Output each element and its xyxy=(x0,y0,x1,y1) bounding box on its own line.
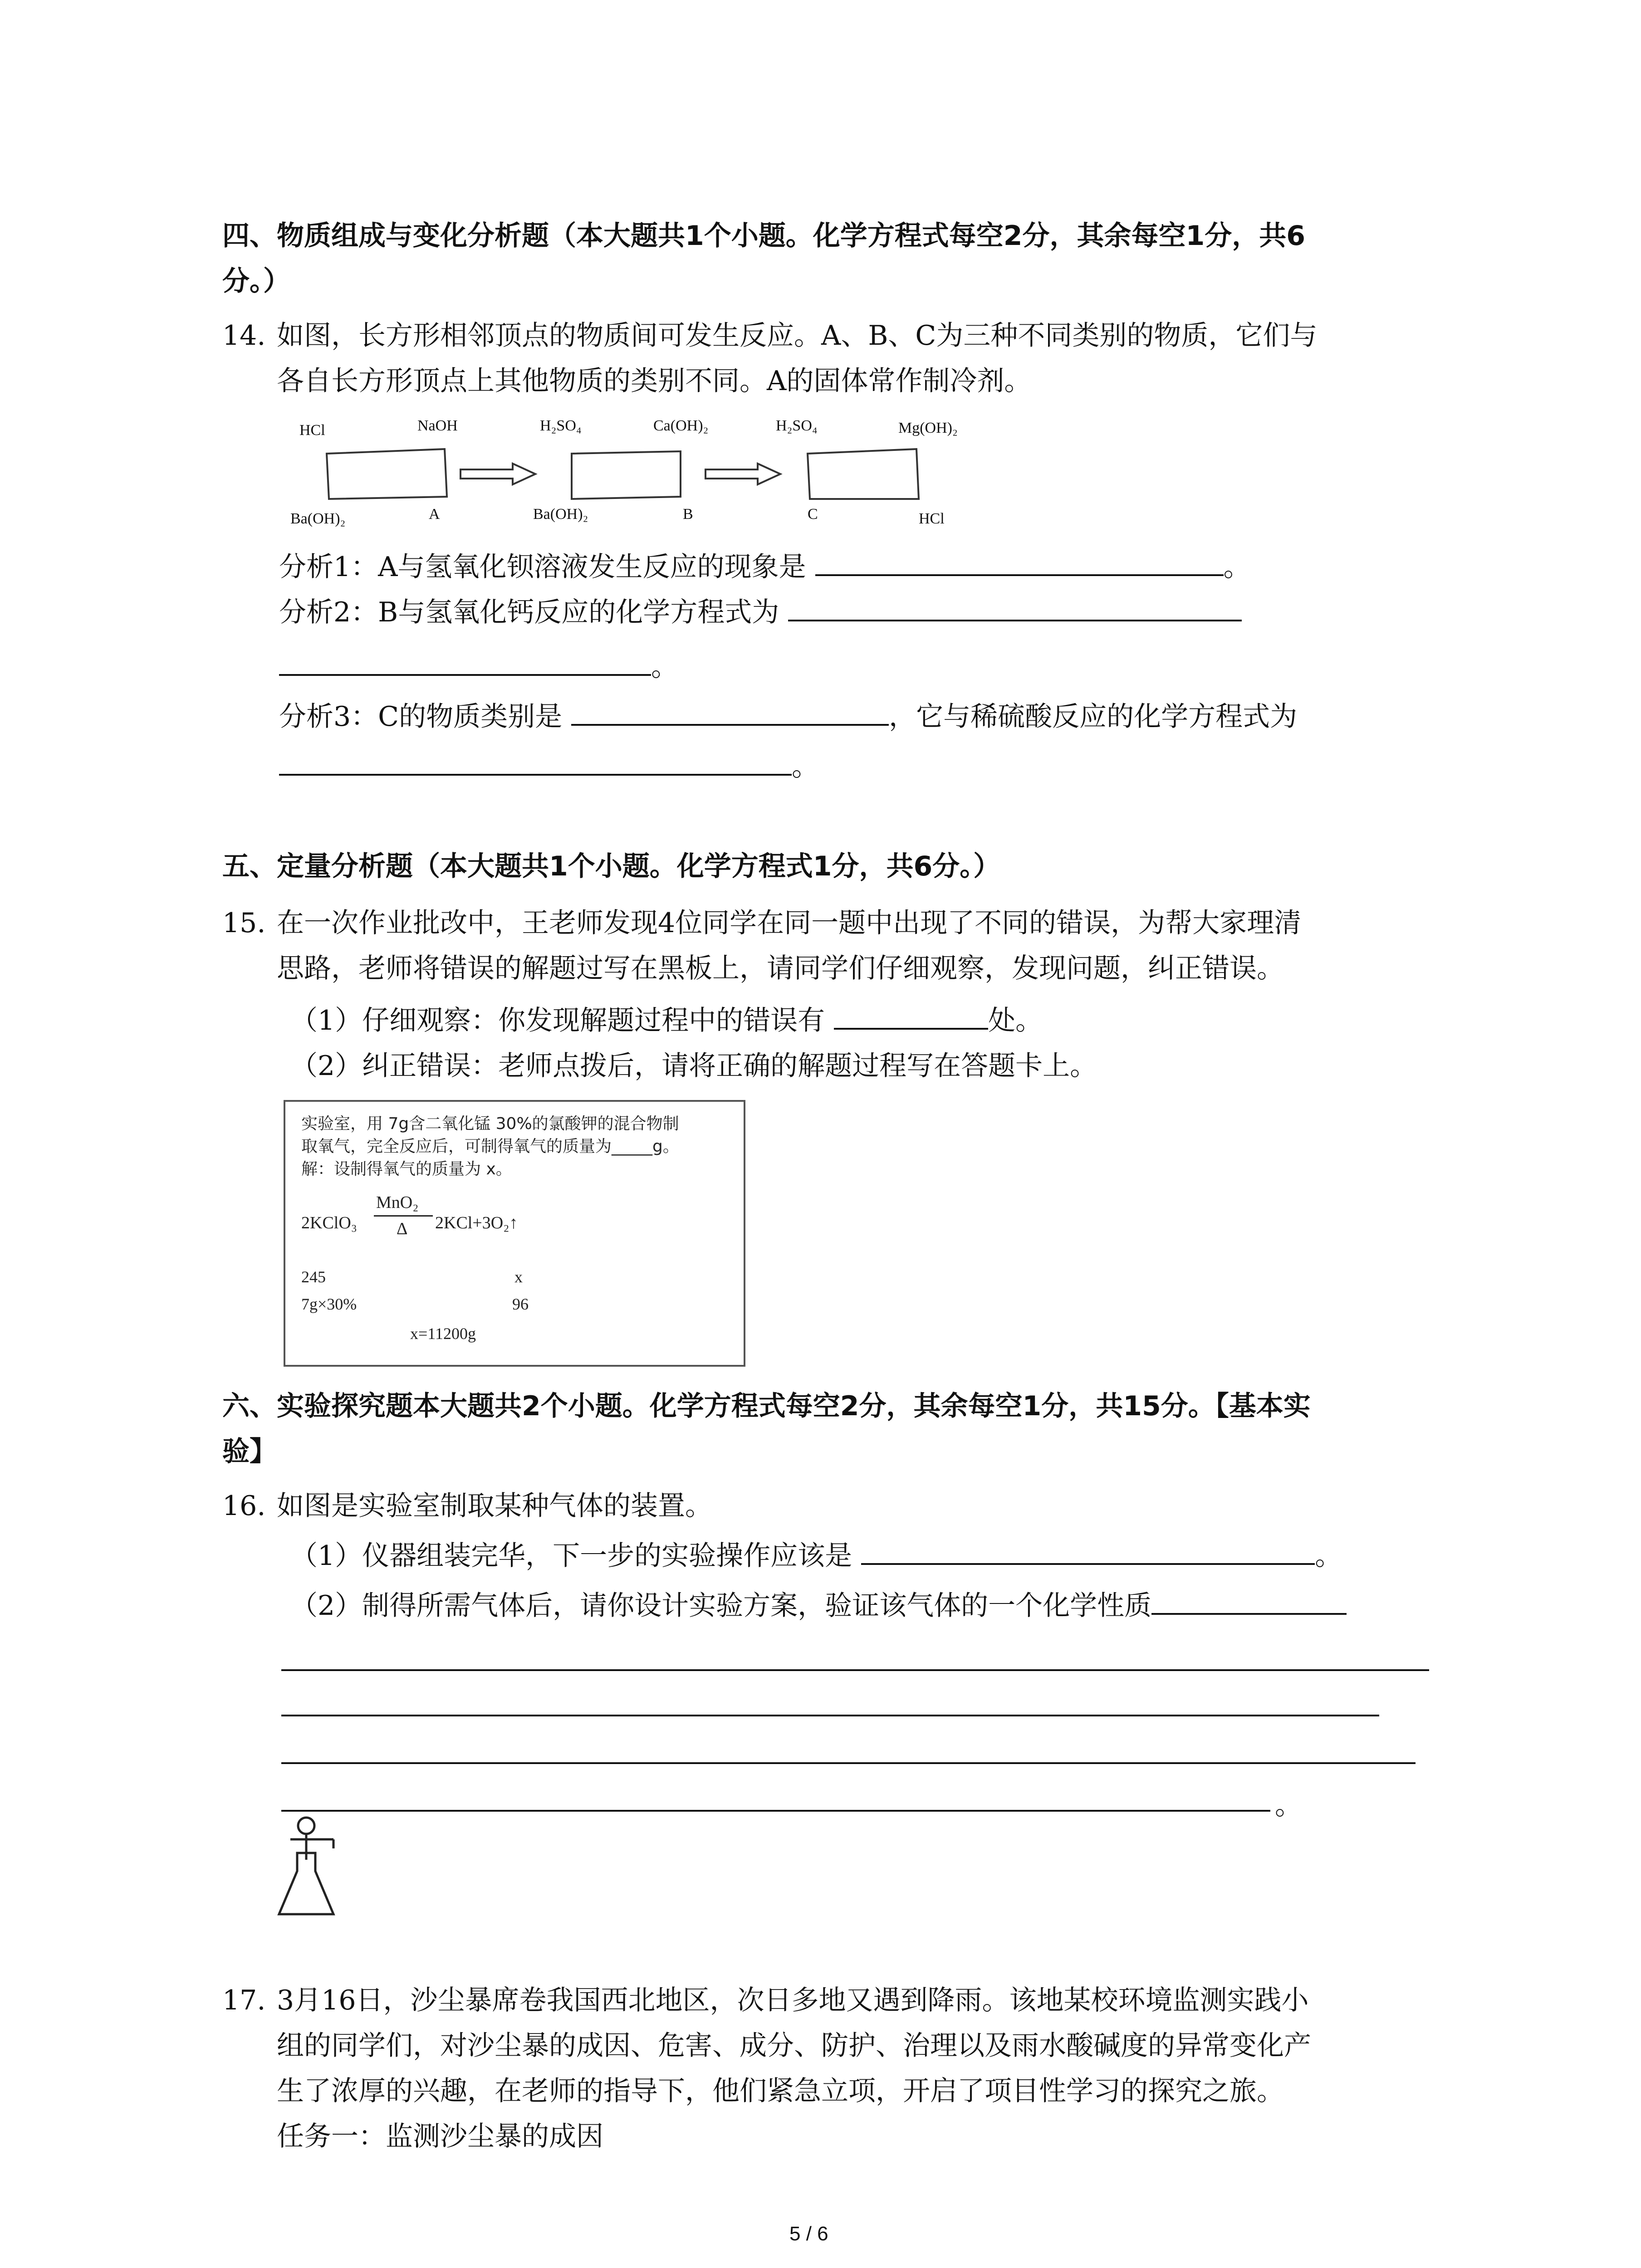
question-14-line2: 各自长方形顶点上其他物质的类别不同。A的固体常作制冷剂。 xyxy=(277,365,1032,397)
question-15-sub1 xyxy=(290,998,1043,1043)
question-number: 15. xyxy=(222,907,266,939)
section6-title-line2: 验】 xyxy=(222,1436,277,1467)
q16-sub1-end: 。 xyxy=(1315,1540,1342,1572)
board-c1: 245 xyxy=(301,1268,326,1286)
section4-title-line2: 分。） xyxy=(222,265,290,297)
board-c2: x xyxy=(514,1268,523,1286)
question-17-line3: 生了浓厚的兴趣，在老师的指导下，他们紧急立项，开启了项目性学习的探究之旅。 xyxy=(277,2075,1284,2107)
r3-top-right-label: Mg(OH)₂ xyxy=(898,420,958,436)
r3-top-left-label: H₂SO₄ xyxy=(776,417,818,434)
analysis-3-cont xyxy=(279,744,819,789)
arrow-1 xyxy=(460,464,535,484)
analysis-1-end: 。 xyxy=(1223,551,1251,583)
board-eq-catalyst: MnO₂ xyxy=(376,1193,419,1212)
r1-bottom-left-label: Ba(OH)₂ xyxy=(290,510,346,527)
section4-title-line1: 四、物质组成与变化分析题（本大题共1个小题。化学方程式每空2分，其余每空1分，共6 xyxy=(222,220,1305,252)
analysis-2 xyxy=(279,590,1242,635)
question-16-sub1 xyxy=(290,1533,1342,1579)
r2-bottom-right-label: B xyxy=(683,506,693,523)
analysis-3-blank-2[interactable] xyxy=(279,747,792,776)
board-line2: 取氧气，完全反应后，可制得氧气的质量为_____g。 xyxy=(301,1137,679,1156)
section6-title-line1: 六、实验探究题本大题共2个小题。化学方程式每空2分，其余每空1分，共15分。【基本实 xyxy=(222,1390,1311,1422)
board-line1: 实验室，用 7g含二氧化锰 30%的氯酸钾的混合物制 xyxy=(301,1114,679,1133)
question-17-line4: 任务一：监测沙尘暴的成因 xyxy=(277,2121,603,2152)
apparatus-figure xyxy=(272,1810,390,1928)
question-number: 16. xyxy=(222,1490,266,1522)
analysis-3-end: 。 xyxy=(792,751,819,782)
question-15-sub2: （2）纠正错误：老师点拨后，请将正确的解题过程写在答题卡上。 xyxy=(290,1050,1097,1082)
board-c4: 96 xyxy=(512,1295,529,1313)
question-16-sub2 xyxy=(290,1583,1347,1628)
question-15-line2: 思路，老师将错误的解题过写在黑板上，请同学们仔细观察，发现问题，纠正错误。 xyxy=(277,953,1284,984)
reaction-diagram-svg xyxy=(281,408,980,540)
analysis-3-blank-1[interactable] xyxy=(571,697,889,726)
arrow-2 xyxy=(705,464,780,484)
flask-icon xyxy=(272,1810,390,1928)
q15-sub1-blank[interactable] xyxy=(834,1001,988,1030)
analysis-2-cont xyxy=(279,644,678,689)
q16-sub1-text: （1）仪器组装完华，下一步的实验操作应该是 xyxy=(290,1540,852,1572)
analysis-2-blank-2[interactable] xyxy=(279,647,651,676)
board-line3: 解：设制得氧气的质量为 x。 xyxy=(301,1160,512,1178)
analysis-3 xyxy=(279,694,1297,739)
r3-bottom-right-label: HCl xyxy=(919,510,945,527)
analysis-3-text: 分析3：C的物质类别是 xyxy=(279,701,563,733)
analysis-2-text: 分析2：B与氢氧化钙反应的化学方程式为 xyxy=(279,596,779,628)
page-number: 5 / 6 xyxy=(789,2223,828,2245)
board-eq-bar xyxy=(374,1215,433,1217)
analysis-3-mid: ，它与稀硫酸反应的化学方程式为 xyxy=(889,701,1298,733)
r2-top-left-label: H₂SO₄ xyxy=(540,417,582,434)
analysis-2-blank-1[interactable] xyxy=(788,592,1242,621)
q16-end-mark: 。 xyxy=(1275,1789,1302,1821)
question-17-line2: 组的同学们，对沙尘暴的成因、危害、成分、防护、治理以及雨水酸碱度的异常变化产 xyxy=(277,2030,1311,2062)
q16-answer-line-4[interactable] xyxy=(281,1810,1270,1812)
board-eq-heat: Δ xyxy=(397,1219,408,1238)
analysis-1 xyxy=(279,544,1251,590)
rectangle-3 xyxy=(808,449,919,499)
r3-bottom-left-label: C xyxy=(808,506,818,523)
blackboard-solution xyxy=(284,1100,745,1367)
rectangle-1 xyxy=(327,449,447,499)
board-eq-right: 2KCl+3O₂↑ xyxy=(435,1213,518,1232)
rectangle-2 xyxy=(572,451,681,499)
q15-sub1-end: 处。 xyxy=(988,1005,1043,1036)
r1-bottom-right-label: A xyxy=(429,506,440,523)
board-c3: 7g×30% xyxy=(301,1295,357,1313)
question-15-line1: 在一次作业批改中，王老师发现4位同学在同一题中出现了不同的错误，为帮大家理清 xyxy=(277,907,1302,939)
q16-answer-line-3[interactable] xyxy=(281,1762,1416,1764)
question-number: 14. xyxy=(222,320,266,352)
question-17-line1: 3月16日，沙尘暴席卷我国西北地区，次日多地又遇到降雨。该地某校环境监测实践小 xyxy=(277,1984,1309,2016)
analysis-2-end: 。 xyxy=(651,651,678,683)
analysis-1-text: 分析1：A与氢氧化钡溶液发生反应的现象是 xyxy=(279,551,806,583)
q15-sub1-text: （1）仔细观察：你发现解题过程中的错误有 xyxy=(290,1005,825,1036)
reaction-diagram xyxy=(281,408,980,540)
section5-title: 五、定量分析题（本大题共1个小题。化学方程式1分，共6分。） xyxy=(222,850,1001,882)
q16-sub2-text: （2）制得所需气体后，请你设计实验方案，验证该气体的一个化学性质 xyxy=(290,1590,1152,1622)
q16-answer-line-1[interactable] xyxy=(281,1669,1429,1671)
r1-top-left-label: HCl xyxy=(299,422,325,439)
r2-bottom-left-label: Ba(OH)₂ xyxy=(533,506,588,523)
q16-sub2-blank-1[interactable] xyxy=(1151,1586,1347,1615)
board-eq-left: 2KClO₃ xyxy=(301,1213,358,1232)
q16-answer-line-2[interactable] xyxy=(281,1715,1379,1716)
r1-top-right-label: NaOH xyxy=(417,417,458,434)
r2-top-right-label: Ca(OH)₂ xyxy=(653,417,709,434)
analysis-1-blank[interactable] xyxy=(815,547,1224,576)
board-c5: x=11200g xyxy=(410,1325,476,1343)
question-16-line1: 如图是实验室制取某种气体的装置。 xyxy=(277,1490,712,1522)
q16-sub1-blank[interactable] xyxy=(861,1536,1315,1565)
question-14-line1: 如图，长方形相邻顶点的物质间可发生反应。A、B、C为三种不同类别的物质，它们与 xyxy=(277,320,1318,352)
question-number: 17. xyxy=(222,1984,266,2016)
